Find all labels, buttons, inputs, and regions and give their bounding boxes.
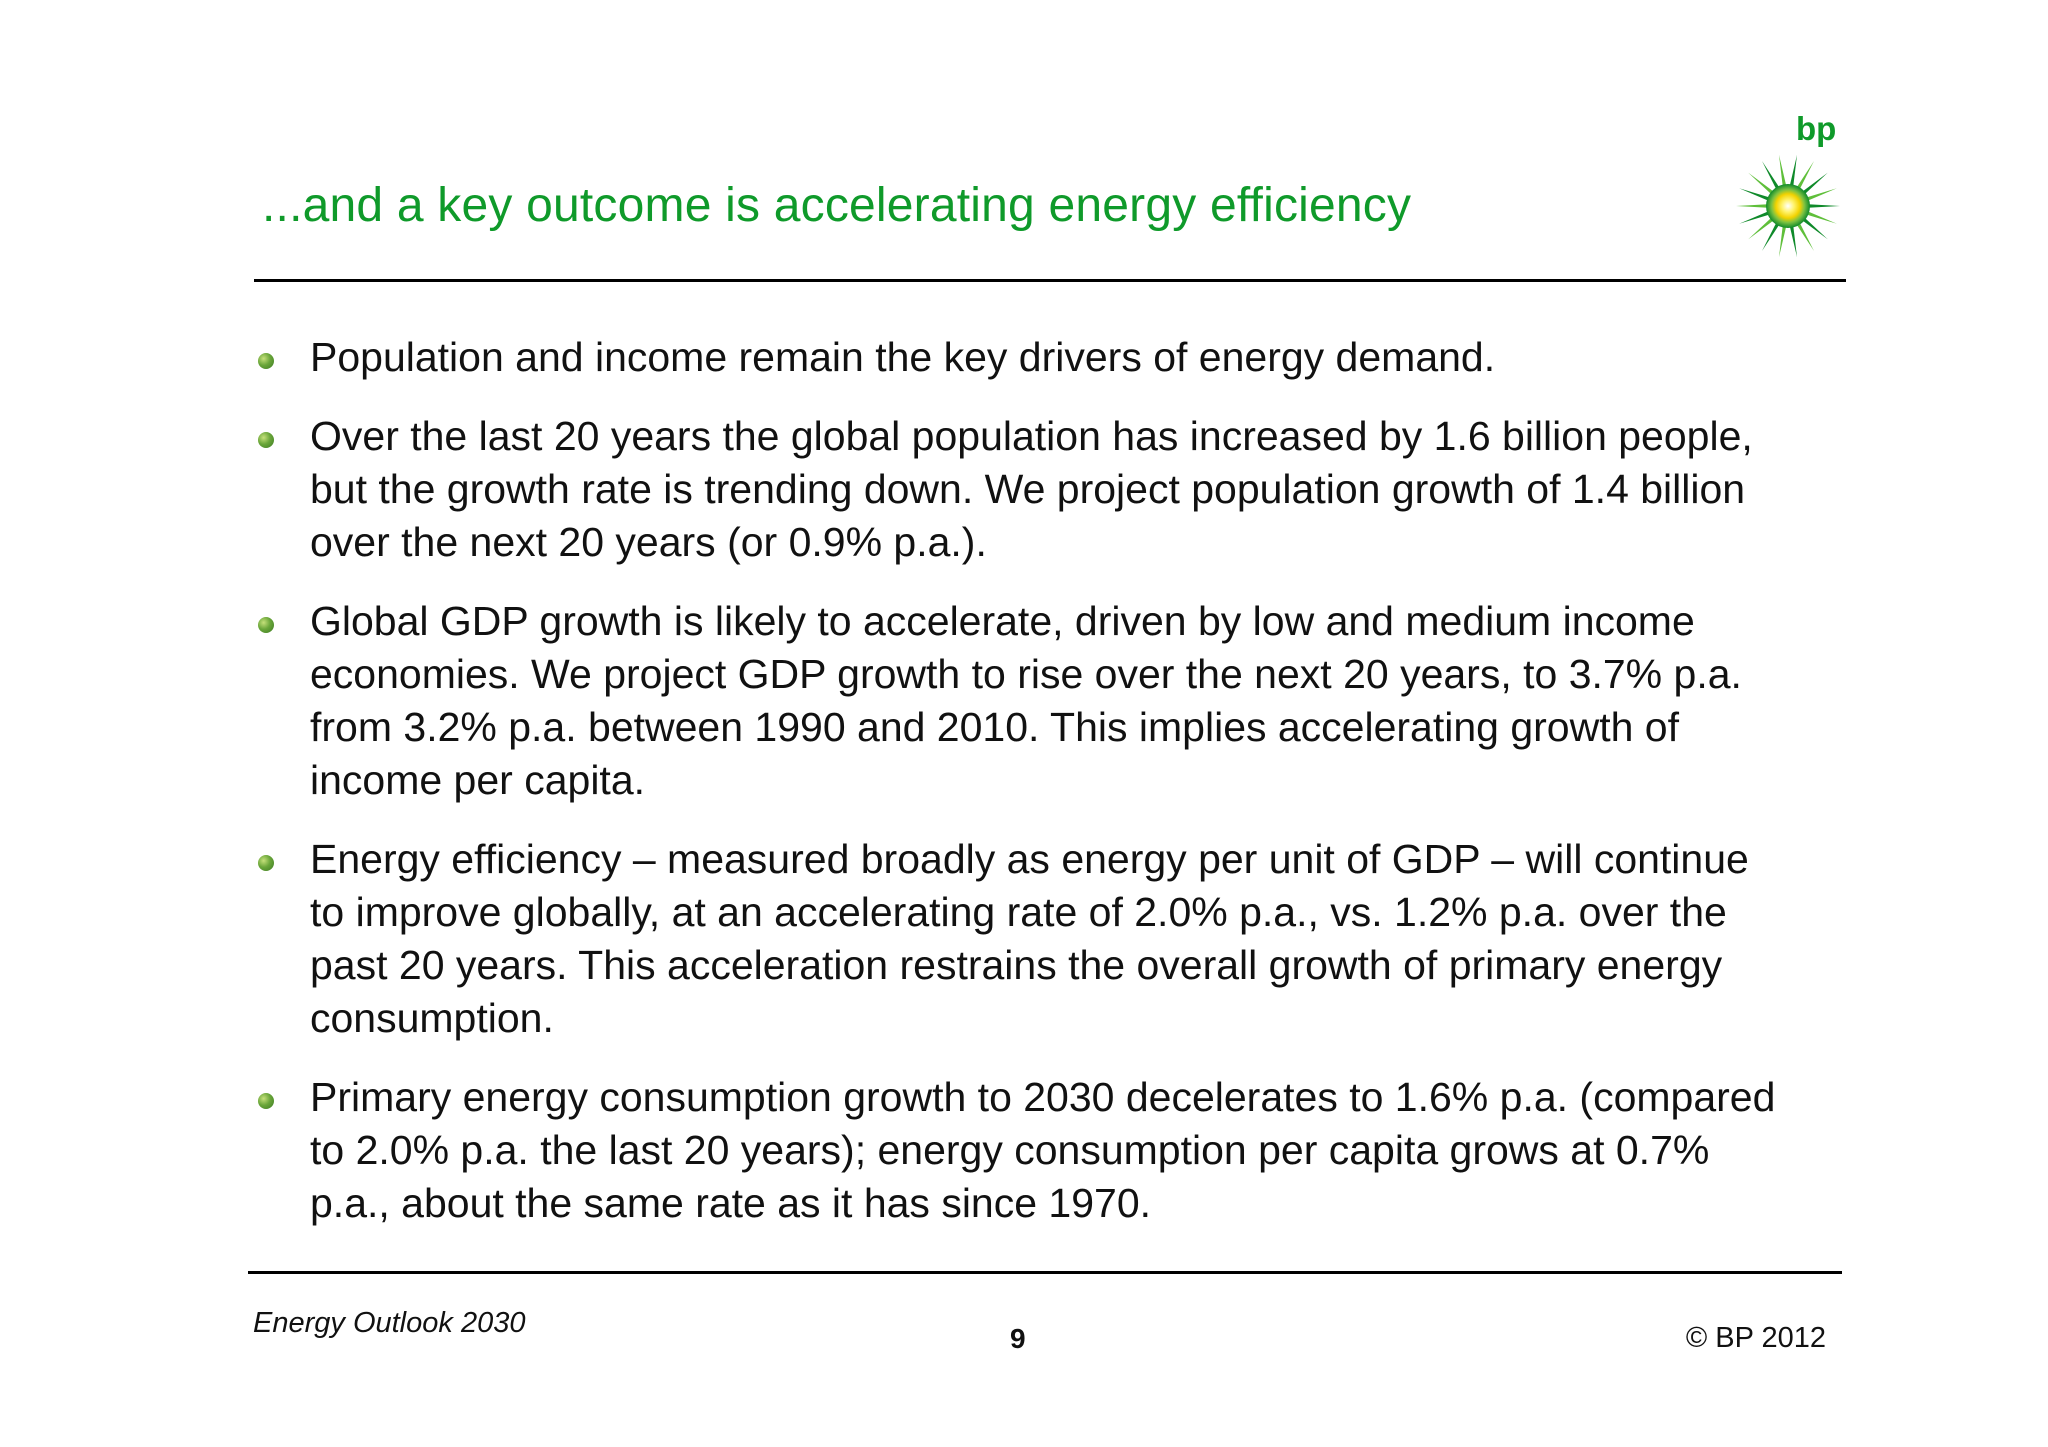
bullet-item (254, 1071, 1794, 1230)
bullet-item (254, 833, 1794, 1045)
logo-ray (1789, 155, 1797, 189)
bullet-item (254, 410, 1794, 569)
logo-ray (1739, 210, 1772, 223)
header-divider (254, 279, 1846, 282)
footer-divider (248, 1271, 1842, 1274)
logo-ray (1804, 210, 1837, 223)
bullet-item (254, 331, 1794, 384)
bullet-icon (258, 617, 274, 633)
bullet-icon (258, 855, 274, 871)
logo-ray (1779, 223, 1787, 257)
bullet-icon (258, 432, 274, 448)
logo-ray (1739, 188, 1772, 201)
copyright-notice: © BP 2012 (1685, 1322, 1826, 1354)
bp-helios-logo-icon (1724, 112, 1844, 262)
logo-ray (1806, 204, 1840, 208)
bullet-text: Energy efficiency – measured broadly as energy per unit of GDP – will continue to improve globally, at an accelerating rate of 2.0% p.a., vs. 1.2% p.a. over the past 20 years. This acceleration restrains the overall growth of primary energy consumption. (310, 836, 1749, 1041)
bullet-text: Global GDP growth is likely to accelerate, driven by low and medium income economies. We project GDP growth to rise over the next 20 years, to 3.7% p.a. from 3.2% p.a. between 1990 and 2010. This implies accelerating growth of income per capita. (310, 598, 1742, 803)
bullet-icon (258, 1093, 274, 1109)
bp-logo-text: bp (1796, 110, 1837, 147)
slide-title: ...and a key outcome is accelerating energy efficiency (262, 179, 1412, 232)
bullet-list (254, 331, 1794, 1256)
bullet-icon (258, 353, 274, 369)
logo-ray (1804, 188, 1837, 201)
logo-ray (1779, 155, 1787, 189)
bullet-text: Primary energy consumption growth to 2030 decelerates to 1.6% p.a. (compared to 2.0% p.a. the last 20 years); energy consumption per capita grows at 0.7% p.a., about the same rate as it has since 1970. (310, 1074, 1776, 1226)
footer-publication-title: Energy Outlook 2030 (253, 1307, 526, 1339)
bullet-text: Over the last 20 years the global population has increased by 1.6 billion people, but the growth rate is trending down. We project population growth of 1.4 billion over the next 20 years (or 0.9% p.a.). (310, 413, 1753, 565)
logo-ray (1736, 204, 1770, 208)
page-number: 9 (1010, 1323, 1026, 1354)
logo-ray (1789, 223, 1797, 257)
bullet-item (254, 595, 1794, 807)
bullet-text: Population and income remain the key drivers of energy demand. (310, 334, 1496, 380)
